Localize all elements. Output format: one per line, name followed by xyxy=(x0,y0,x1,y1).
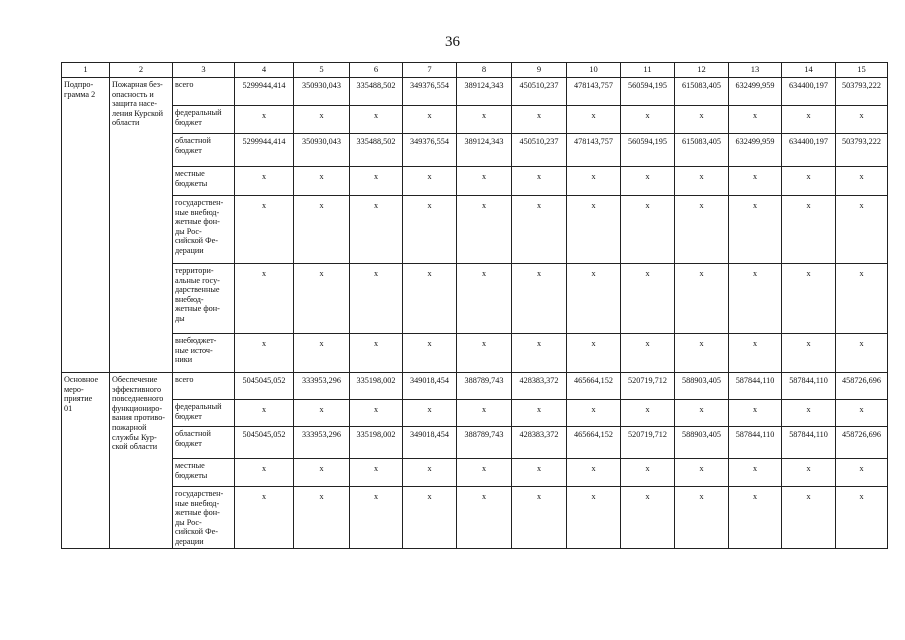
value-cell: х xyxy=(350,334,403,373)
value-cell: 428383,372 xyxy=(512,427,567,459)
value-cell: х xyxy=(235,459,294,487)
value-cell: 349018,454 xyxy=(403,427,457,459)
value-cell: х xyxy=(621,106,675,134)
value-cell: х xyxy=(457,459,512,487)
value-cell: х xyxy=(675,400,729,427)
value-cell: х xyxy=(235,264,294,334)
value-cell: х xyxy=(567,459,621,487)
value-cell: х xyxy=(621,400,675,427)
value-cell: х xyxy=(567,264,621,334)
column-header: 1 xyxy=(62,63,110,78)
value-cell: 632499,959 xyxy=(729,134,782,167)
value-cell: х xyxy=(457,334,512,373)
column-header: 6 xyxy=(350,63,403,78)
value-cell: х xyxy=(836,196,888,264)
value-cell: 5045045,052 xyxy=(235,427,294,459)
value-cell: х xyxy=(294,264,350,334)
value-cell: х xyxy=(512,167,567,196)
header-row xyxy=(62,63,888,78)
value-cell: 634400,197 xyxy=(782,134,836,167)
value-cell: 503793,222 xyxy=(836,134,888,167)
value-cell: х xyxy=(457,167,512,196)
value-cell: х xyxy=(512,264,567,334)
value-cell: х xyxy=(729,264,782,334)
funding-source-cell: внебюджет- ные источ- ники xyxy=(173,334,235,373)
column-header: 3 xyxy=(173,63,235,78)
value-cell: х xyxy=(675,487,729,549)
value-cell: 465664,152 xyxy=(567,427,621,459)
column-header: 4 xyxy=(235,63,294,78)
budget-table xyxy=(61,62,888,549)
value-cell: 335488,502 xyxy=(350,134,403,167)
value-cell: х xyxy=(675,167,729,196)
funding-source-cell: территори- альные госу- дарственные внебюд- жетные фон- ды xyxy=(173,264,235,334)
value-cell: х xyxy=(729,487,782,549)
value-cell: х xyxy=(729,106,782,134)
value-cell: 615083,405 xyxy=(675,78,729,106)
value-cell: х xyxy=(836,264,888,334)
value-cell: х xyxy=(403,167,457,196)
value-cell: 349376,554 xyxy=(403,134,457,167)
value-cell: х xyxy=(350,106,403,134)
column-header: 9 xyxy=(512,63,567,78)
value-cell: х xyxy=(836,459,888,487)
value-cell: х xyxy=(403,334,457,373)
column-header: 14 xyxy=(782,63,836,78)
value-cell: х xyxy=(836,334,888,373)
value-cell: х xyxy=(675,459,729,487)
value-cell: х xyxy=(567,106,621,134)
value-cell: х xyxy=(729,334,782,373)
value-cell: 615083,405 xyxy=(675,134,729,167)
value-cell: 350930,043 xyxy=(294,134,350,167)
value-cell: х xyxy=(235,167,294,196)
table-row xyxy=(62,106,888,134)
value-cell: х xyxy=(675,106,729,134)
funding-source-cell: областной бюджет xyxy=(173,134,235,167)
value-cell: х xyxy=(403,487,457,549)
value-cell: х xyxy=(294,400,350,427)
value-cell: 478143,757 xyxy=(567,134,621,167)
program-name-cell: Обеспечение эффективного повседневного функциониро- вания противо- пожарной службы Кур- ской области xyxy=(110,373,173,549)
value-cell: х xyxy=(621,334,675,373)
value-cell: х xyxy=(782,459,836,487)
value-cell: х xyxy=(567,196,621,264)
value-cell: х xyxy=(457,487,512,549)
value-cell: х xyxy=(350,487,403,549)
value-cell: х xyxy=(294,334,350,373)
table-row xyxy=(62,196,888,264)
value-cell: 388789,743 xyxy=(457,427,512,459)
value-cell: х xyxy=(675,264,729,334)
value-cell: 632499,959 xyxy=(729,78,782,106)
value-cell: х xyxy=(294,106,350,134)
value-cell: х xyxy=(567,334,621,373)
funding-source-cell: местные бюджеты xyxy=(173,459,235,487)
table-row xyxy=(62,427,888,459)
value-cell: х xyxy=(512,334,567,373)
funding-source-cell: всего xyxy=(173,373,235,400)
value-cell: х xyxy=(836,106,888,134)
value-cell: 335488,502 xyxy=(350,78,403,106)
value-cell: х xyxy=(235,196,294,264)
value-cell: х xyxy=(675,196,729,264)
value-cell: х xyxy=(350,400,403,427)
column-header: 8 xyxy=(457,63,512,78)
table-row xyxy=(62,487,888,549)
value-cell: х xyxy=(512,400,567,427)
value-cell: х xyxy=(621,459,675,487)
value-cell: 588903,405 xyxy=(675,427,729,459)
value-cell: х xyxy=(403,106,457,134)
value-cell: 634400,197 xyxy=(782,78,836,106)
value-cell: х xyxy=(294,459,350,487)
value-cell: х xyxy=(782,196,836,264)
value-cell: 349376,554 xyxy=(403,78,457,106)
value-cell: 428383,372 xyxy=(512,373,567,400)
value-cell: 349018,454 xyxy=(403,373,457,400)
value-cell: х xyxy=(350,196,403,264)
value-cell: х xyxy=(621,196,675,264)
table-row xyxy=(62,459,888,487)
column-header: 5 xyxy=(294,63,350,78)
funding-source-cell: федеральный бюджет xyxy=(173,400,235,427)
value-cell: 5045045,052 xyxy=(235,373,294,400)
value-cell: х xyxy=(235,334,294,373)
value-cell: х xyxy=(621,167,675,196)
value-cell: 350930,043 xyxy=(294,78,350,106)
value-cell: х xyxy=(457,196,512,264)
value-cell: 588903,405 xyxy=(675,373,729,400)
table-row xyxy=(62,78,888,106)
value-cell: х xyxy=(403,264,457,334)
page-number: 36 xyxy=(445,34,460,50)
value-cell: 587844,110 xyxy=(729,373,782,400)
value-cell: 333953,296 xyxy=(294,373,350,400)
value-cell: 503793,222 xyxy=(836,78,888,106)
table-row xyxy=(62,373,888,400)
value-cell: 335198,002 xyxy=(350,427,403,459)
value-cell: 560594,195 xyxy=(621,78,675,106)
value-cell: х xyxy=(675,334,729,373)
value-cell: 520719,712 xyxy=(621,427,675,459)
value-cell: х xyxy=(457,400,512,427)
funding-source-cell: местные бюджеты xyxy=(173,167,235,196)
program-status-cell: Основное меро- приятие 01 xyxy=(62,373,110,549)
value-cell: х xyxy=(782,264,836,334)
value-cell: х xyxy=(782,400,836,427)
value-cell: х xyxy=(782,106,836,134)
value-cell: х xyxy=(403,400,457,427)
value-cell: х xyxy=(403,459,457,487)
value-cell: х xyxy=(350,167,403,196)
value-cell: х xyxy=(350,459,403,487)
value-cell: х xyxy=(567,400,621,427)
value-cell: х xyxy=(235,400,294,427)
value-cell: 389124,343 xyxy=(457,134,512,167)
program-name-cell: Пожарная без- опасность и защита насе- ления Курской области xyxy=(110,78,173,373)
value-cell: 333953,296 xyxy=(294,427,350,459)
value-cell: х xyxy=(235,106,294,134)
value-cell: х xyxy=(836,487,888,549)
program-status-cell: Подпро- грамма 2 xyxy=(62,78,110,373)
value-cell: х xyxy=(294,196,350,264)
value-cell: 587844,110 xyxy=(782,373,836,400)
value-cell: х xyxy=(836,400,888,427)
value-cell: х xyxy=(729,459,782,487)
funding-source-cell: федеральный бюджет xyxy=(173,106,235,134)
funding-source-cell: государствен- ные внебюд- жетные фон- ды Рос- сийской Фе- дерации xyxy=(173,196,235,264)
value-cell: х xyxy=(403,196,457,264)
value-cell: х xyxy=(567,167,621,196)
value-cell: х xyxy=(729,196,782,264)
value-cell: 458726,696 xyxy=(836,427,888,459)
value-cell: х xyxy=(782,334,836,373)
value-cell: х xyxy=(457,264,512,334)
value-cell: х xyxy=(235,487,294,549)
value-cell: х xyxy=(729,400,782,427)
value-cell: х xyxy=(782,167,836,196)
column-header: 7 xyxy=(403,63,457,78)
value-cell: 388789,743 xyxy=(457,373,512,400)
value-cell: х xyxy=(294,167,350,196)
value-cell: 520719,712 xyxy=(621,373,675,400)
value-cell: х xyxy=(729,167,782,196)
value-cell: х xyxy=(512,196,567,264)
column-header: 12 xyxy=(675,63,729,78)
table-row xyxy=(62,264,888,334)
value-cell: 560594,195 xyxy=(621,134,675,167)
value-cell: 465664,152 xyxy=(567,373,621,400)
table-row xyxy=(62,334,888,373)
value-cell: х xyxy=(567,487,621,549)
value-cell: х xyxy=(512,459,567,487)
value-cell: 587844,110 xyxy=(782,427,836,459)
table-row xyxy=(62,167,888,196)
column-header: 2 xyxy=(110,63,173,78)
value-cell: х xyxy=(294,487,350,549)
column-header: 11 xyxy=(621,63,675,78)
value-cell: х xyxy=(457,106,512,134)
value-cell: 450510,237 xyxy=(512,134,567,167)
funding-source-cell: всего xyxy=(173,78,235,106)
funding-source-cell: государствен- ные внебюд- жетные фон- ды Рос- сийской Фе- дерации xyxy=(173,487,235,549)
funding-source-cell: областной бюджет xyxy=(173,427,235,459)
value-cell: х xyxy=(836,167,888,196)
value-cell: 478143,757 xyxy=(567,78,621,106)
column-header: 10 xyxy=(567,63,621,78)
column-header: 13 xyxy=(729,63,782,78)
value-cell: х xyxy=(621,487,675,549)
value-cell: 5299944,414 xyxy=(235,134,294,167)
value-cell: 458726,696 xyxy=(836,373,888,400)
value-cell: 335198,002 xyxy=(350,373,403,400)
column-header: 15 xyxy=(836,63,888,78)
value-cell: 587844,110 xyxy=(729,427,782,459)
table-row xyxy=(62,134,888,167)
value-cell: х xyxy=(350,264,403,334)
value-cell: х xyxy=(512,487,567,549)
table-row xyxy=(62,400,888,427)
value-cell: 450510,237 xyxy=(512,78,567,106)
value-cell: 5299944,414 xyxy=(235,78,294,106)
value-cell: 389124,343 xyxy=(457,78,512,106)
value-cell: х xyxy=(621,264,675,334)
value-cell: х xyxy=(512,106,567,134)
value-cell: х xyxy=(782,487,836,549)
